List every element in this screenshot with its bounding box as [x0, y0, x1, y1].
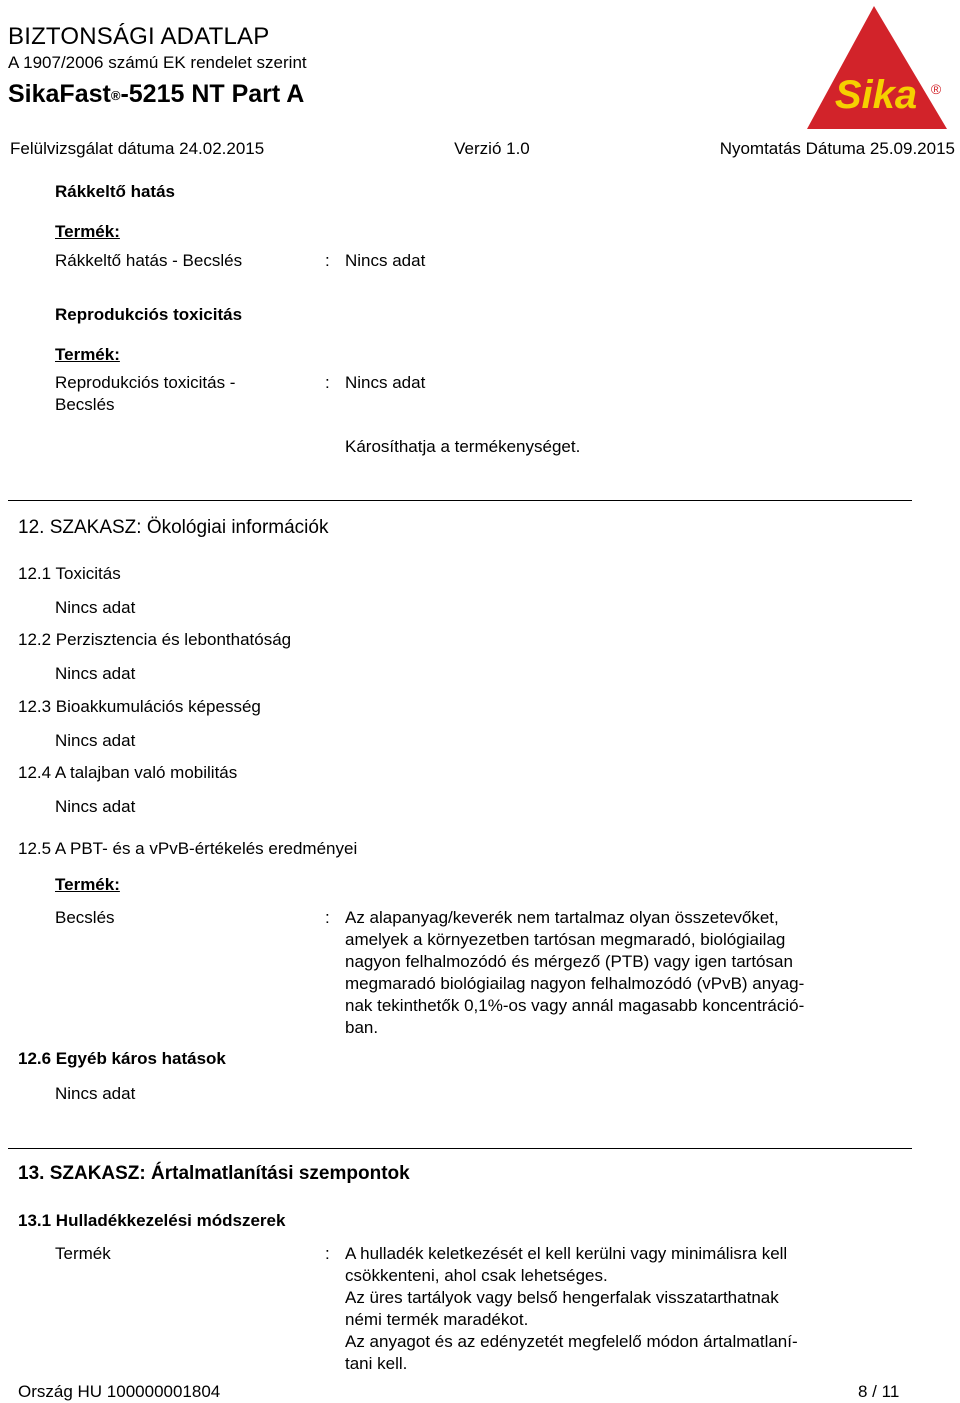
print-date: Nyomtatás Dátuma 25.09.2015 [719, 139, 955, 158]
section-13-text-line: tani kell. [345, 1354, 408, 1373]
document-header [8, 20, 808, 112]
carcinogenicity-heading: Rákkeltő hatás [55, 182, 175, 201]
reproductive-note: Károsíthatja a termékenységet. [345, 437, 581, 456]
section-13-row-sep: : [325, 1244, 330, 1263]
footer-country-code: Ország HU 100000001804 [18, 1382, 221, 1401]
section-13-text-line: Az üres tartályok vagy belső hengerfalak visszatarthatnak [345, 1288, 779, 1307]
carcinogenicity-row-sep: : [325, 251, 330, 270]
sika-logo [804, 4, 950, 132]
section-12-5-text-line: nagyon felhalmozódó és mérgező (PTB) vagy igen tartósan [345, 952, 793, 971]
section-12-6-value: Nincs adat [55, 1084, 136, 1103]
section-12-1-heading: 12.1 Toxicitás [18, 564, 121, 583]
version: Verzió 1.0 [454, 139, 530, 158]
carcinogenicity-product-label: Termék: [55, 222, 120, 241]
section-12-5-text-line: ban. [345, 1018, 379, 1037]
section-12-5-text-line: nak tekinthetők 0,1%-os vagy annál magasabb koncentráció- [345, 996, 805, 1015]
carcinogenicity-row-value: Nincs adat [345, 251, 426, 270]
section-12-5-product-label: Termék: [55, 875, 120, 894]
section-12-2-value: Nincs adat [55, 664, 136, 683]
section-12-5-row-label: Becslés [55, 908, 115, 927]
logo-wordmark: Sika [834, 73, 918, 117]
section-12-1-value: Nincs adat [55, 598, 136, 617]
section-12-5-heading: 12.5 A PBT- és a vPvB-értékelés eredményei [18, 839, 358, 858]
section-12-3-value: Nincs adat [55, 731, 136, 750]
section-13-text-line: A hulladék keletkezését el kell kerülni vagy minimálisra kell [345, 1244, 788, 1263]
section-12-5-text-line: Az alapanyag/keverék nem tartalmaz olyan összetevőket, [345, 908, 779, 927]
section-12-5-text-line: amelyek a környezetben tartósan megmaradó, biológiailag [345, 930, 786, 949]
section-13-1-heading: 13.1 Hulladékkezelési módszerek [18, 1211, 286, 1230]
section-divider [8, 500, 912, 501]
document-title: BIZTONSÁGI ADATLAP [8, 23, 270, 50]
section-12-5-row-sep: : [325, 908, 330, 927]
section-13-text-line: csökkenteni, ahol csak lehetséges. [345, 1266, 608, 1285]
registered-mark: ® [110, 88, 121, 103]
logo-registered-mark: ® [930, 81, 942, 97]
footer-page-number: 8 / 11 [858, 1382, 900, 1401]
section-13-title: 13. SZAKASZ: Ártalmatlanítási szempontok [18, 1163, 410, 1184]
section-12-4-heading: 12.4 A talajban való mobilitás [18, 763, 238, 782]
section-12-3-heading: 12.3 Bioakkumulációs képesség [18, 697, 261, 716]
product-name-suffix: -5215 NT Part A [120, 80, 305, 108]
reproductive-row-label-2: Becslés [55, 395, 115, 414]
section-12-2-heading: 12.2 Perzisztencia és lebonthatóság [18, 630, 292, 649]
reproductive-row-label-1: Reprodukciós toxicitás - [55, 373, 236, 392]
regulation-reference: A 1907/2006 számú EK rendelet szerint [8, 53, 307, 72]
section-divider [8, 1148, 912, 1149]
product-name-base: SikaFast [8, 80, 111, 108]
carcinogenicity-row-label: Rákkeltő hatás - Becslés [55, 251, 243, 270]
reproductive-heading: Reprodukciós toxicitás [55, 305, 243, 324]
reproductive-product-label: Termék: [55, 345, 120, 364]
document-meta-row [10, 139, 955, 159]
section-13-text-line: Az anyagot és az edényzetét megfelelő módon ártalmatlaní- [345, 1332, 798, 1351]
reproductive-row-sep: : [325, 373, 330, 392]
section-13-text-line: némi termék maradékot. [345, 1310, 529, 1329]
section-12-title: 12. SZAKASZ: Ökológiai információk [18, 517, 329, 538]
section-12-5-text-line: megmaradó biológiailag nagyon felhalmozódó (vPvB) anyag- [345, 974, 805, 993]
reproductive-row-value: Nincs adat [345, 373, 426, 392]
section-12-4-value: Nincs adat [55, 797, 136, 816]
product-name [8, 76, 808, 112]
section-13-row-label: Termék [55, 1244, 111, 1263]
section-12-6-heading: 12.6 Egyéb káros hatások [18, 1049, 226, 1068]
revision-date: Felülvizsgálat dátuma 24.02.2015 [10, 139, 265, 158]
